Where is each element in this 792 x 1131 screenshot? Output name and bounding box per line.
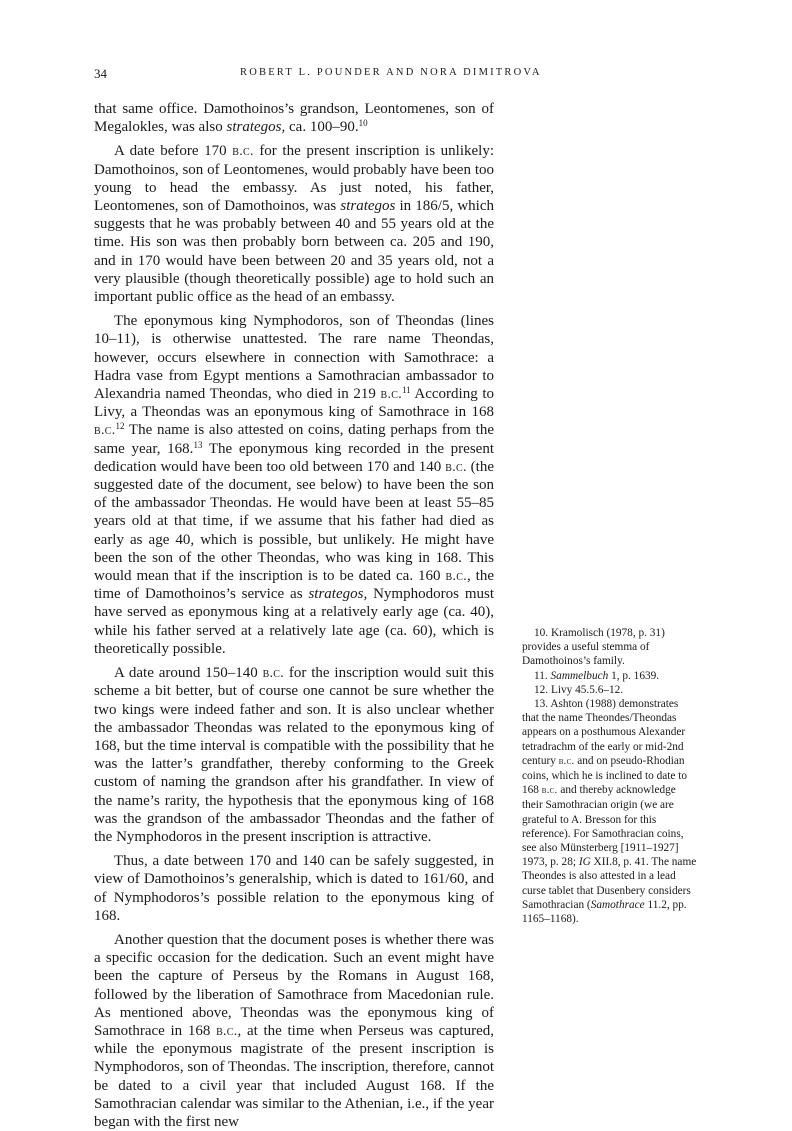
text-span: Nymphodoros must have served as eponymous king at a relatively early age (ca. 40), while his father served at a relatively late age (ca. 60), which is theoretically possible. bbox=[94, 586, 494, 657]
text-span: 1, p. 1639. bbox=[608, 669, 660, 682]
running-head: ROBERT L. POUNDER AND NORA DIMITROVA bbox=[240, 67, 542, 78]
text-span: The eponymous king recorded in the present dedication would have been too old between 170 and 140 bbox=[94, 440, 494, 475]
footnote-number: 11. bbox=[534, 669, 551, 682]
text-span: and thereby acknowledge their Samothracian origin (we are grateful to A. Bresson for this reference). For Samothracian coins, see also Münsterberg [1911–1927] 1973, p. 28; bbox=[522, 784, 684, 869]
era-abbrev: b.c. bbox=[445, 568, 467, 584]
era-abbrev: b.c. bbox=[558, 755, 575, 767]
footnote-ref-13[interactable]: 13 bbox=[193, 439, 203, 450]
italic-title: Sammelbuch bbox=[550, 669, 609, 682]
text-span: XII.8, p. 41. The name Theondes is also attested in a lead curse tablet that Dusenbery considers Samothracian ( bbox=[522, 856, 697, 911]
page-number: 34 bbox=[94, 66, 107, 81]
era-abbrev: b.c. bbox=[94, 422, 116, 438]
era-abbrev: b.c. bbox=[216, 1022, 238, 1038]
text-span: A date around 150–140 bbox=[114, 665, 263, 682]
italic-term: strategos bbox=[340, 198, 396, 215]
text-span: for the inscription would suit this scheme a bit better, but of course one cannot be sure whether the two kings were indeed father and son. It is also unclear whether the ambassador Theondas was related to the eponymous king of 168, but the time interval is compatible with the possibility that he was the latter’s grandfather, thereby conforming to the Greek custom of naming the grandson after his grandfather. In view of the name’s rarity, the hypothesis that the eponymous king of 168 was the grandson of the ambassador Theondas and the father of the Nymphodoros in the present inscription is attractive. bbox=[94, 665, 494, 845]
text-span: According to Livy, a Theondas was an eponymous king of Samothrace in 168 bbox=[94, 386, 494, 421]
text-span: , at the time when Perseus was captured, while the eponymous magistrate of the present inscription is Nymphodoros, son of Theondas. The inscription, therefore, cannot be dated to a civil year that included August 168. If the Samothracian calendar was similar to the Athenian, i.e., if the year began with the first new bbox=[94, 1022, 494, 1130]
text-span: 13. Ashton (1988) demonstrates that the name Theondes/Theondas appears on a posthumous Alexander tetradrachm of the early or mid-2nd century bbox=[522, 698, 686, 767]
paragraph-2 bbox=[94, 142, 494, 306]
text-span: in 186/5, which suggests that he was probably between 40 and 55 years old at the time. His son was then probably born between ca. 205 and 190, and in 170 would have been between 20 and 35 years old, not a very plausible (though theoretically possible) age to hold such an important public office as the head of an embassy. bbox=[94, 198, 494, 306]
text-span: , the time of Damothoinos’s service as bbox=[94, 568, 494, 603]
footnote-12: 12. Livy 45.5.6–12. bbox=[534, 683, 624, 696]
main-text-column bbox=[94, 100, 494, 1131]
text-span: A date before 170 bbox=[114, 143, 233, 160]
era-abbrev: b.c. bbox=[262, 665, 285, 681]
text-span: for the present inscription is unlikely: Damothoinos, son of Leontomenes, would probably have been too young to head the embassy. As just noted, his father, Leontomenes, son of Damothoinos, was bbox=[94, 143, 495, 215]
italic-title: Samothrace bbox=[590, 898, 645, 911]
text-span: The eponymous king Nymphodoros, son of Theondas (lines 10–11), is otherwise unattested. The rare name Theondas, however, occurs elsewhere in connection with Samothrace: a Hadra vase from Egypt mentions a Samothracian ambassador to Alexandria named Theondas, who died in 219 bbox=[94, 313, 494, 403]
paragraph-3 bbox=[94, 312, 494, 658]
era-abbrev: b.c. bbox=[232, 143, 254, 159]
footnote-13 bbox=[522, 697, 698, 926]
era-abbrev: b.c. bbox=[541, 785, 558, 797]
text-span: and on pseudo-Rhodian coins, which he is inclined to date to 168 bbox=[522, 754, 688, 797]
footnote-10: 10. Kramolisch (1978, p. 31) provides a useful stemma of Damothoinos’s family. bbox=[522, 627, 665, 668]
text-span: (the suggested date of the document, see below) to have been the son of the ambassador Theondas. He would have been at least 55–85 years old at that time, if we assume that his father had died as early as age 40, which is possible, but unlikely. He might have been the son of the other Theondas, who was king in 168. This would mean that if the inscription is to be dated ca. 160 bbox=[94, 458, 494, 585]
italic-term: strategos, bbox=[308, 586, 368, 603]
italic-title: IG bbox=[578, 856, 591, 869]
text-span: that same office. Damothoinos’s grandson, Leontomenes, son of Megalokles, was also bbox=[94, 101, 494, 136]
text-span: ca. 100–90. bbox=[285, 119, 359, 136]
footnote-ref-10[interactable]: 10 bbox=[358, 118, 368, 129]
paragraph-6 bbox=[94, 931, 494, 1131]
text-span: The name is also attested on coins, dating perhaps from the same year, 168. bbox=[94, 422, 494, 457]
text-span: 11.2, pp. 1165–1168). bbox=[522, 898, 687, 926]
footnotes-column bbox=[522, 626, 698, 926]
footnote-ref-11[interactable]: 11 bbox=[401, 385, 411, 396]
paragraph-1 bbox=[94, 100, 494, 136]
paragraph-5: Thus, a date between 170 and 140 can be safely suggested, in view of Damothoinos’s generalship, which is dated to 161/60, and of Nymphodoros’s possible relation to the eponymous king of 168. bbox=[94, 853, 494, 924]
footnote-11 bbox=[522, 669, 698, 683]
footnote-ref-12[interactable]: 12 bbox=[115, 421, 125, 432]
paragraph-4 bbox=[94, 664, 494, 846]
era-abbrev: b.c. bbox=[380, 386, 402, 402]
text-span: Another question that the document poses is whether there was a specific occasion for the dedication. Such an event might have been the capture of Perseus by the Romans in August 168, followed by the liberation of Samothrace from Macedonian rule. As mentioned above, Theondas was the eponymous king of Samothrace in 168 bbox=[94, 931, 494, 1039]
italic-term: strategos, bbox=[226, 119, 286, 136]
era-abbrev: b.c. bbox=[445, 458, 467, 474]
